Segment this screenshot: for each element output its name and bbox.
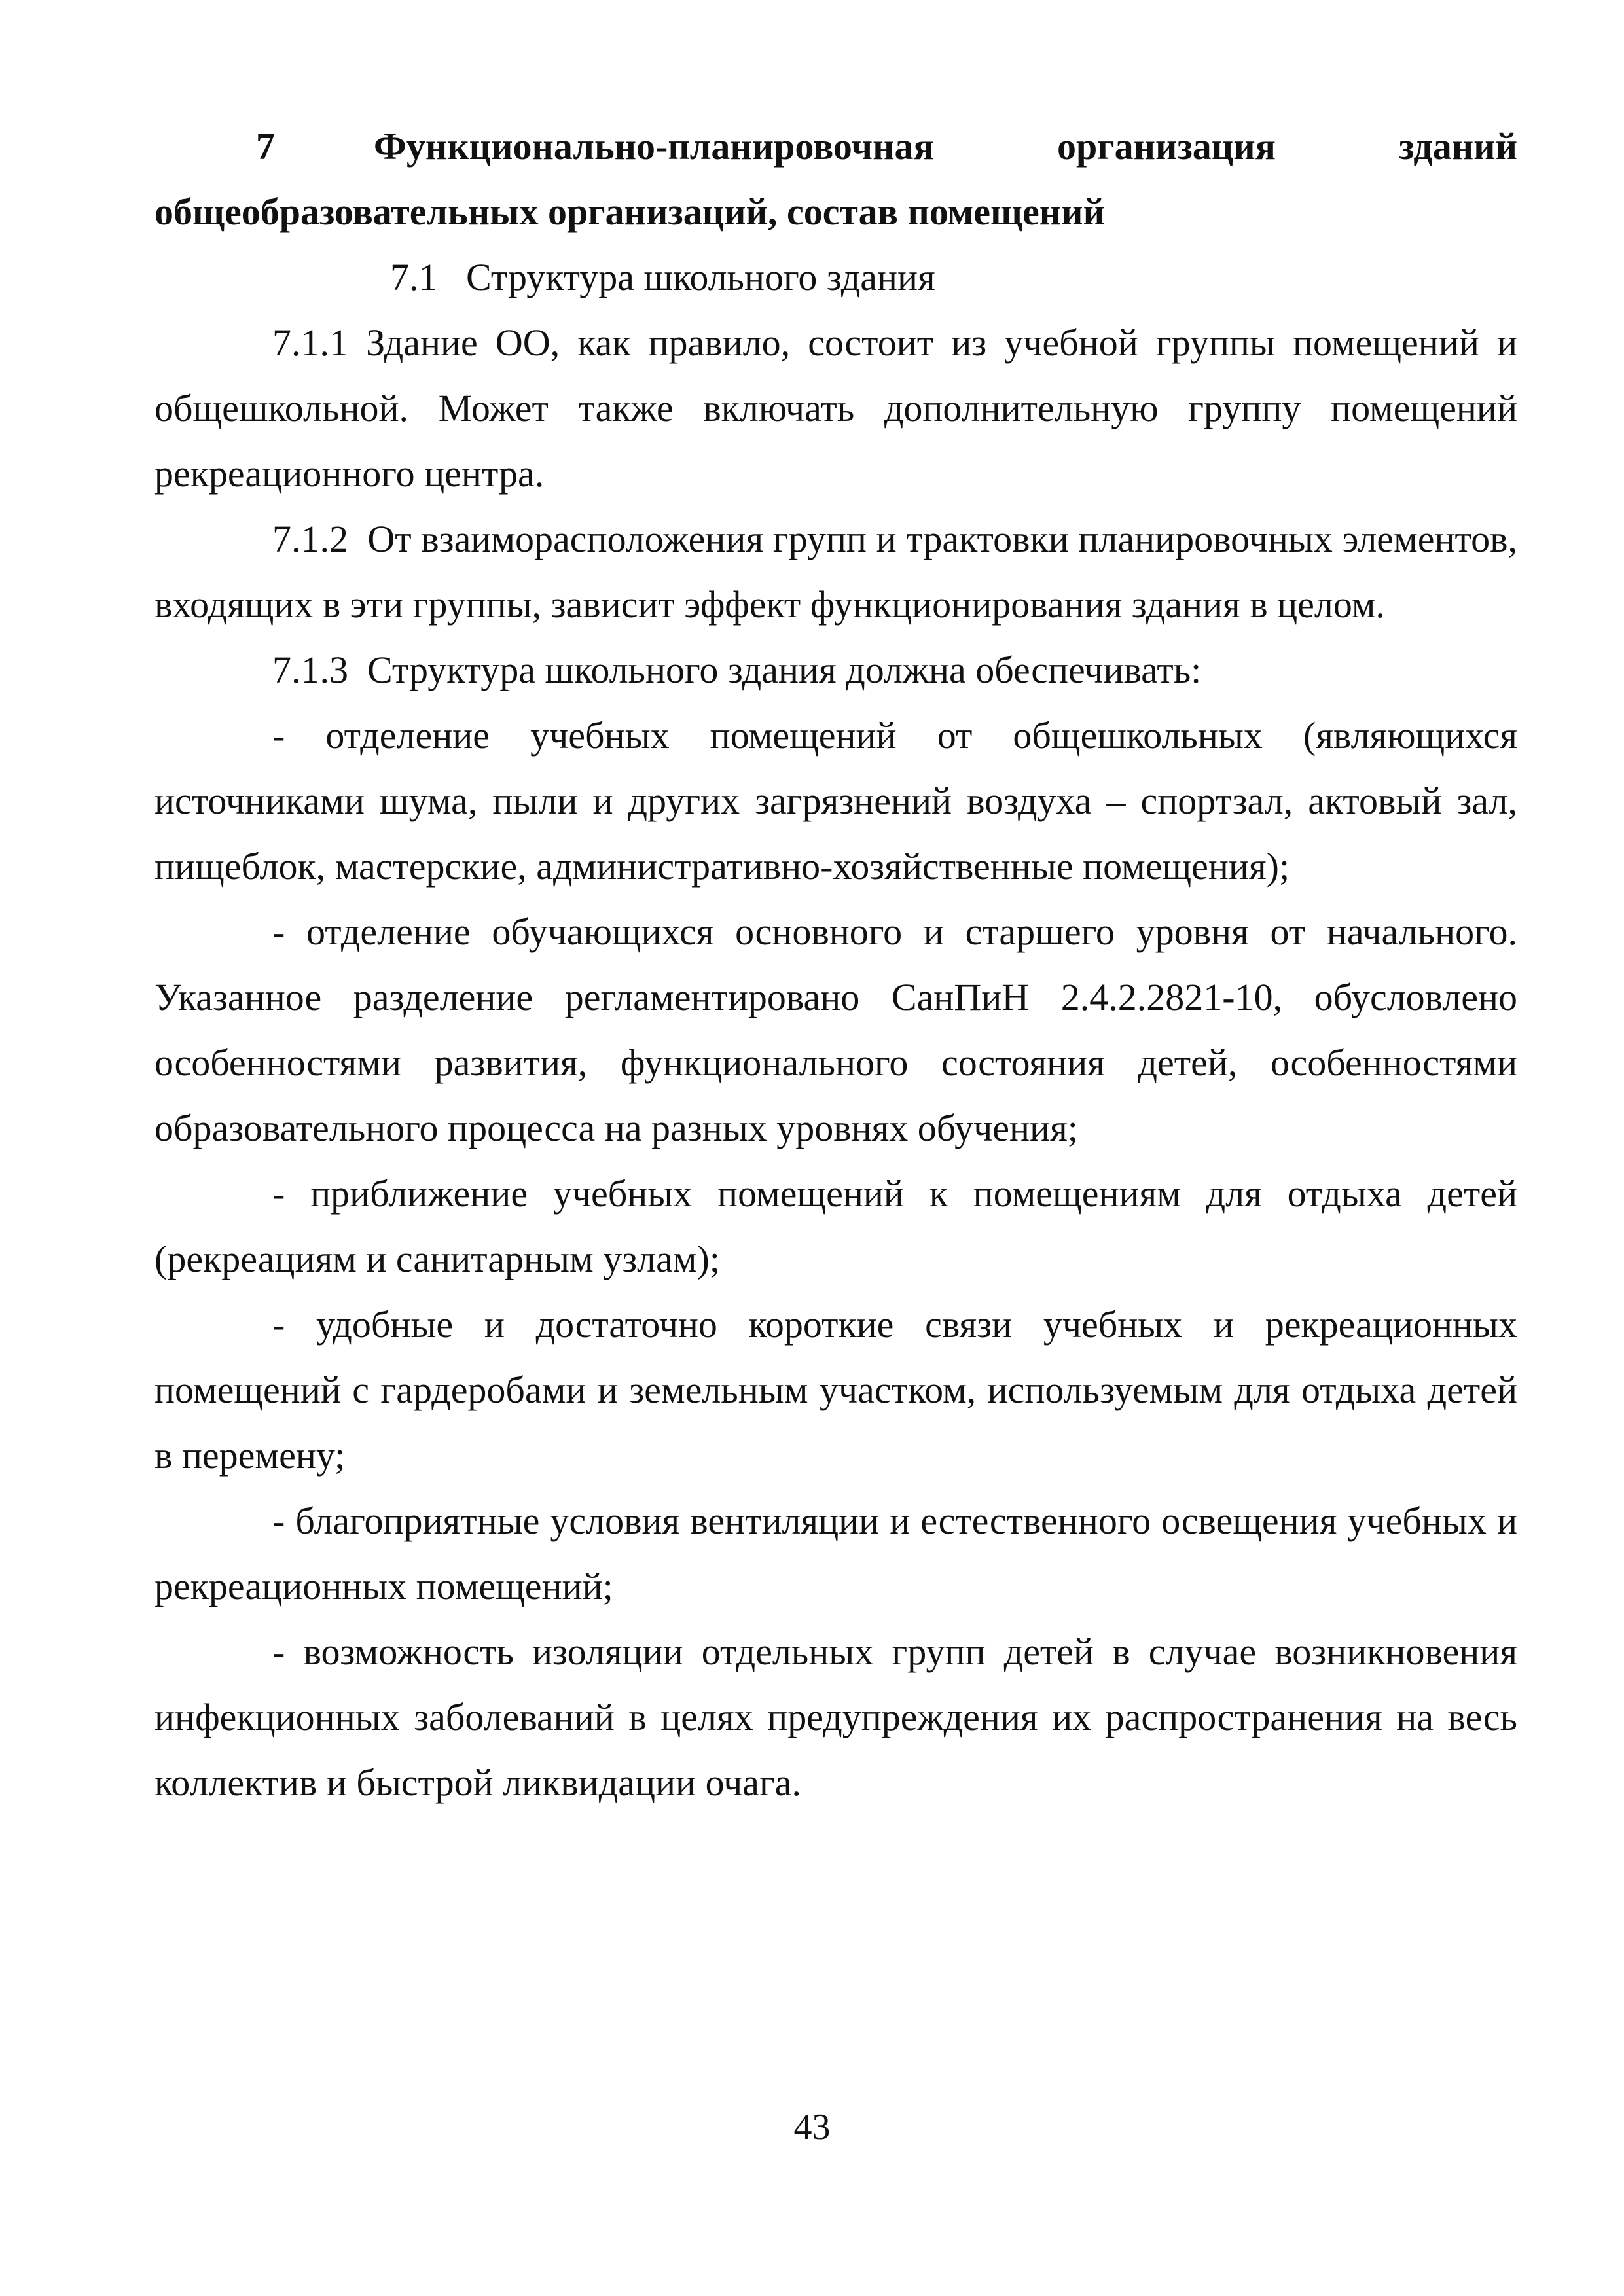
paragraph-7-1-1 xyxy=(154,310,1517,507)
subsection-title: Структура школьного здания xyxy=(466,256,935,298)
list-item: - удобные и достаточно короткие связи учебных и рекреационных помещений с гардеробами и земельным участком, используемым для отдыха детей в перемену; xyxy=(154,1303,1517,1477)
paragraph-number: 7.1.1 xyxy=(272,321,348,364)
section-number: 7 xyxy=(256,125,275,168)
section-title-line2: общеобразовательных организаций, состав помещений xyxy=(154,190,1105,233)
paragraph-text: От взаиморасположения групп и трактовки планировочных элементов, входящих в эти группы, зависит эффект функционирования здания в целом. xyxy=(154,518,1518,626)
list-item: - приближение учебных помещений к помещениям для отдыха детей (рекреациям и санитарным узлам); xyxy=(154,1172,1517,1280)
list-item: - благоприятные условия вентиляции и естественного освещения учебных и рекреационных помещений; xyxy=(154,1499,1517,1607)
section-heading xyxy=(154,114,1517,245)
subsection-number: 7.1 xyxy=(390,256,438,298)
paragraph-number: 7.1.3 xyxy=(272,649,348,691)
list-item: - отделение учебных помещений от общешкольных (являющихся источниками шума, пыли и других загрязнений воздуха – спортзал, актовый зал, пищеблок, мастерские, административно-хозяйственные помещения); xyxy=(154,714,1517,888)
paragraph-7-1-2 xyxy=(154,507,1517,637)
paragraph-text: Здание ОО, как правило, состоит из учебной группы помещений и общешкольной. Может также включать дополнительную группу помещений рекреационного центра. xyxy=(154,321,1518,495)
list-item: - отделение обучающихся основного и старшего уровня от начального. Указанное разделение регламентировано СанПиН 2.4.2.2821-10, обусловлено особенностями развития, функционального состояния детей, особенностями образовательного процесса на разных уровнях обучения; xyxy=(154,910,1517,1149)
section-title-line1: Функционально-планировочная организация зданий xyxy=(374,125,1517,168)
subsection-heading xyxy=(154,245,1517,310)
paragraph-number: 7.1.2 xyxy=(272,518,348,560)
paragraph-text: Структура школьного здания должна обеспечивать: xyxy=(367,649,1202,691)
list-item: - возможность изоляции отдельных групп детей в случае возникновения инфекционных заболеваний в целях предупреждения их распространения на весь коллектив и быстрой ликвидации очага. xyxy=(154,1630,1517,1804)
paragraph-7-1-3 xyxy=(154,637,1517,703)
page-number: 43 xyxy=(793,2107,831,2147)
page-content xyxy=(154,114,1517,1816)
section-heading-line1 xyxy=(154,114,1517,179)
